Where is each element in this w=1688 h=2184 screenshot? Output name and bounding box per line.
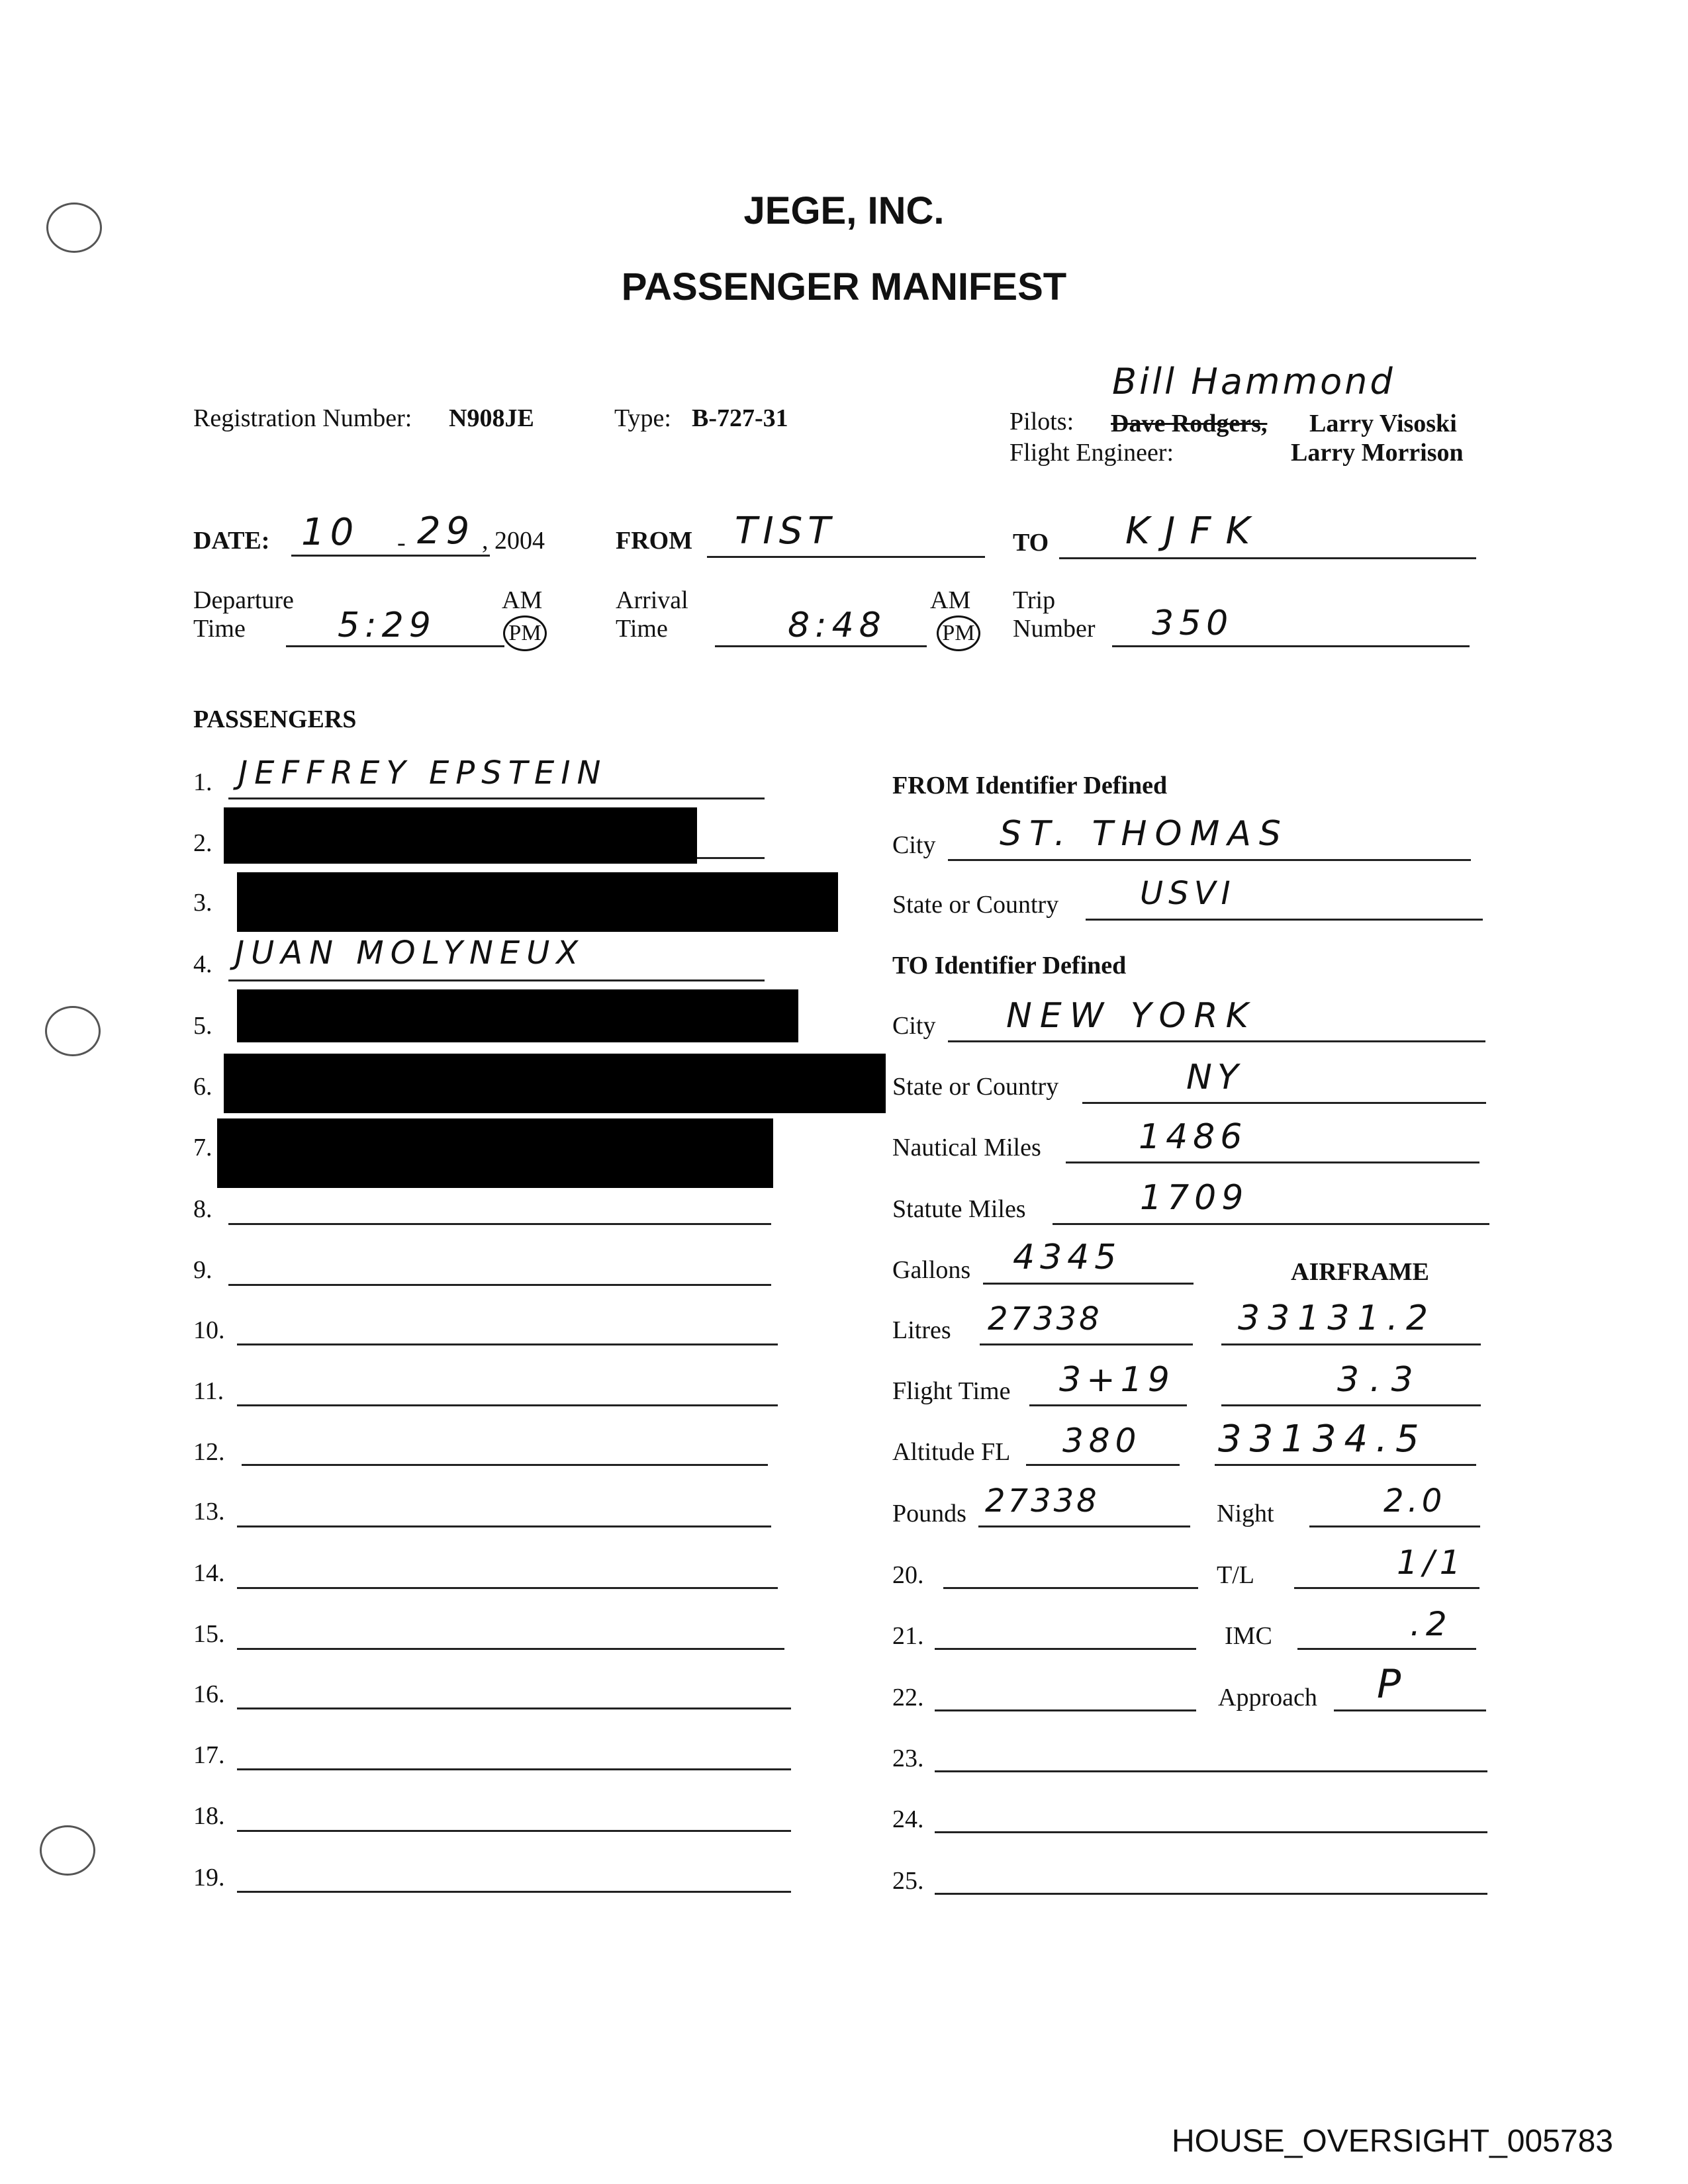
from-city-line [948, 859, 1471, 861]
nautical-miles-value: 1486 [1139, 1117, 1248, 1157]
passenger-name: JEFFREY EPSTEIN [238, 754, 608, 792]
passenger-number: 2. [193, 829, 212, 857]
engineer-value: Larry Morrison [1291, 439, 1464, 467]
flight-time-line [1029, 1404, 1187, 1406]
type-label: Type: [614, 404, 671, 432]
right-row-number: 23. [892, 1745, 924, 1772]
arrival-time: 8:48 [788, 606, 886, 645]
passenger-line [237, 1830, 791, 1832]
departure-label-1: Departure [193, 586, 294, 614]
pilot-handwritten: Bill Hammond [1112, 361, 1395, 402]
arrival-line [715, 645, 927, 647]
arrival-label-2: Time [616, 615, 668, 643]
passenger-number: 9. [193, 1256, 212, 1284]
departure-time: 5:29 [338, 606, 436, 645]
registration-value: N908JE [449, 404, 534, 432]
engineer-label: Flight Engineer: [1009, 439, 1174, 467]
statute-miles-line [1053, 1223, 1489, 1225]
airframe-altitude-line [1215, 1464, 1476, 1466]
type-value: B-727-31 [692, 404, 788, 432]
passenger-line [228, 1284, 771, 1286]
imc-value: .2 [1410, 1605, 1452, 1643]
to-state-value: NY [1186, 1058, 1244, 1097]
approach-value: P [1377, 1661, 1407, 1707]
passenger-number: 16. [193, 1680, 225, 1708]
passenger-number: 17. [193, 1741, 225, 1769]
gallons-label: Gallons [892, 1256, 971, 1284]
litres-value: 27338 [988, 1300, 1102, 1338]
airframe-total-value: 33131.2 [1238, 1298, 1436, 1338]
passenger-number: 15. [193, 1620, 225, 1648]
redaction-box [224, 1054, 886, 1113]
document-title: PASSENGER MANIFEST [621, 265, 1067, 308]
passengers-heading: PASSENGERS [193, 705, 357, 733]
airframe-altitude-value: 33134.5 [1218, 1418, 1427, 1461]
right-row-line [935, 1648, 1196, 1650]
gallons-line [983, 1283, 1194, 1285]
from-label: FROM [616, 527, 693, 555]
from-state-label: State or Country [892, 891, 1059, 919]
litres-label: Litres [892, 1316, 951, 1344]
from-value: TIST [735, 510, 836, 553]
night-label: Night [1217, 1500, 1274, 1527]
nautical-miles-label: Nautical Miles [892, 1134, 1041, 1161]
date-label: DATE: [193, 527, 270, 555]
passenger-number: 4. [193, 950, 212, 978]
passenger-line [237, 1891, 791, 1893]
right-row-number: 21. [892, 1622, 924, 1650]
statute-miles-label: Statute Miles [892, 1195, 1026, 1223]
to-city-line [948, 1040, 1485, 1042]
passenger-line [237, 1525, 771, 1527]
punch-hole-middle [45, 1006, 101, 1056]
passenger-number: 12. [193, 1438, 225, 1466]
to-state-label: State or Country [892, 1073, 1059, 1101]
trip-line [1112, 645, 1470, 647]
departure-label-2: Time [193, 615, 246, 643]
departure-pm-circled: PM [503, 615, 547, 651]
departure-am: AM [502, 586, 543, 614]
right-row-line [935, 1893, 1487, 1895]
passenger-number: 3. [193, 889, 212, 917]
trip-number: 350 [1152, 604, 1234, 643]
right-row-number: 24. [892, 1805, 924, 1833]
flight-time-label: Flight Time [892, 1377, 1011, 1405]
passenger-line [237, 1768, 791, 1770]
to-city-value: NEW YORK [1006, 996, 1256, 1036]
flight-time-value: 3+19 [1059, 1360, 1175, 1400]
date-separator: - [397, 529, 406, 557]
from-state-line [1086, 919, 1483, 921]
redaction-box [217, 1118, 773, 1188]
right-row-line [935, 1831, 1487, 1833]
passenger-number: 8. [193, 1195, 212, 1223]
statute-miles-value: 1709 [1140, 1178, 1249, 1218]
approach-line [1334, 1709, 1486, 1711]
night-line [1309, 1525, 1480, 1527]
passenger-number: 18. [193, 1802, 225, 1830]
tl-line [1294, 1587, 1479, 1589]
departure-line [286, 645, 504, 647]
from-city-label: City [892, 831, 936, 859]
trip-label-1: Trip [1013, 586, 1056, 614]
date-month: 10 [301, 511, 359, 554]
passenger-number: 5. [193, 1012, 212, 1040]
passenger-line [237, 1587, 778, 1589]
passenger-line [237, 1648, 784, 1650]
arrival-am: AM [930, 586, 971, 614]
right-row-line [935, 1709, 1196, 1711]
airframe-heading: AIRFRAME [1291, 1258, 1429, 1286]
tl-label: T/L [1217, 1561, 1254, 1589]
right-row-line [943, 1587, 1198, 1589]
passenger-number: 19. [193, 1864, 225, 1891]
passenger-number: 6. [193, 1073, 212, 1101]
passenger-number: 7. [193, 1134, 212, 1161]
altitude-label: Altitude FL [892, 1438, 1011, 1466]
to-state-line [1082, 1102, 1486, 1104]
pounds-line [978, 1525, 1190, 1527]
to-identifier-heading: TO Identifier Defined [892, 952, 1127, 979]
registration-label: Registration Number: [193, 404, 412, 432]
airframe-flight-line [1221, 1404, 1481, 1406]
right-row-number: 25. [892, 1867, 924, 1895]
to-city-label: City [892, 1012, 936, 1040]
document-id: HOUSE_OVERSIGHT_005783 [1172, 2124, 1613, 2159]
pilot-2: Larry Visoski [1309, 410, 1457, 437]
right-row-number: 22. [892, 1684, 924, 1711]
date-year: , 2004 [482, 527, 545, 555]
airframe-flight-value: 3.3 [1337, 1360, 1424, 1400]
airframe-total-line [1221, 1343, 1481, 1345]
passenger-name: JUAN MOLYNEUX [235, 934, 585, 972]
from-city-value: ST. THOMAS [1000, 814, 1289, 854]
nautical-miles-line [1066, 1161, 1479, 1163]
redaction-box [224, 807, 697, 864]
imc-line [1297, 1648, 1476, 1650]
from-identifier-heading: FROM Identifier Defined [892, 772, 1168, 799]
punch-hole-bottom [40, 1825, 95, 1876]
to-value: KJFK [1125, 510, 1265, 553]
date-line [291, 555, 490, 557]
passenger-line [228, 797, 765, 799]
date-day: 29 [417, 510, 475, 553]
passenger-line [242, 1464, 768, 1466]
tl-value: 1/1 [1397, 1543, 1466, 1582]
redaction-box [237, 989, 798, 1042]
altitude-value: 380 [1062, 1422, 1142, 1460]
pounds-label: Pounds [892, 1500, 966, 1527]
pilot-crossed-out: Dave Rodgers, [1111, 410, 1268, 437]
passenger-line [237, 1404, 778, 1406]
trip-label-2: Number [1013, 615, 1096, 643]
pounds-value: 27338 [985, 1482, 1100, 1520]
passenger-line [237, 1343, 778, 1345]
gallons-value: 4345 [1013, 1238, 1122, 1277]
company-name: JEGE, INC. [743, 189, 945, 232]
passenger-number: 13. [193, 1498, 225, 1525]
to-label: TO [1013, 529, 1049, 557]
right-row-line [935, 1770, 1487, 1772]
from-line [707, 556, 985, 558]
pilots-label: Pilots: [1009, 408, 1074, 435]
litres-line [980, 1343, 1193, 1345]
approach-label: Approach [1218, 1684, 1317, 1711]
passenger-number: 14. [193, 1559, 225, 1587]
passenger-line [228, 979, 765, 981]
altitude-line [1026, 1464, 1180, 1466]
imc-label: IMC [1225, 1622, 1272, 1650]
passenger-line [237, 1707, 791, 1709]
passenger-line [228, 1223, 771, 1225]
from-state-value: USVI [1140, 875, 1236, 912]
night-value: 2.0 [1383, 1482, 1446, 1520]
passenger-number: 1. [193, 768, 212, 796]
to-line [1059, 557, 1476, 559]
passenger-number: 11. [193, 1377, 224, 1405]
redaction-box [237, 872, 838, 932]
arrival-pm-circled: PM [937, 615, 980, 651]
right-row-number: 20. [892, 1561, 924, 1589]
arrival-label-1: Arrival [616, 586, 688, 614]
passenger-number: 10. [193, 1316, 225, 1344]
